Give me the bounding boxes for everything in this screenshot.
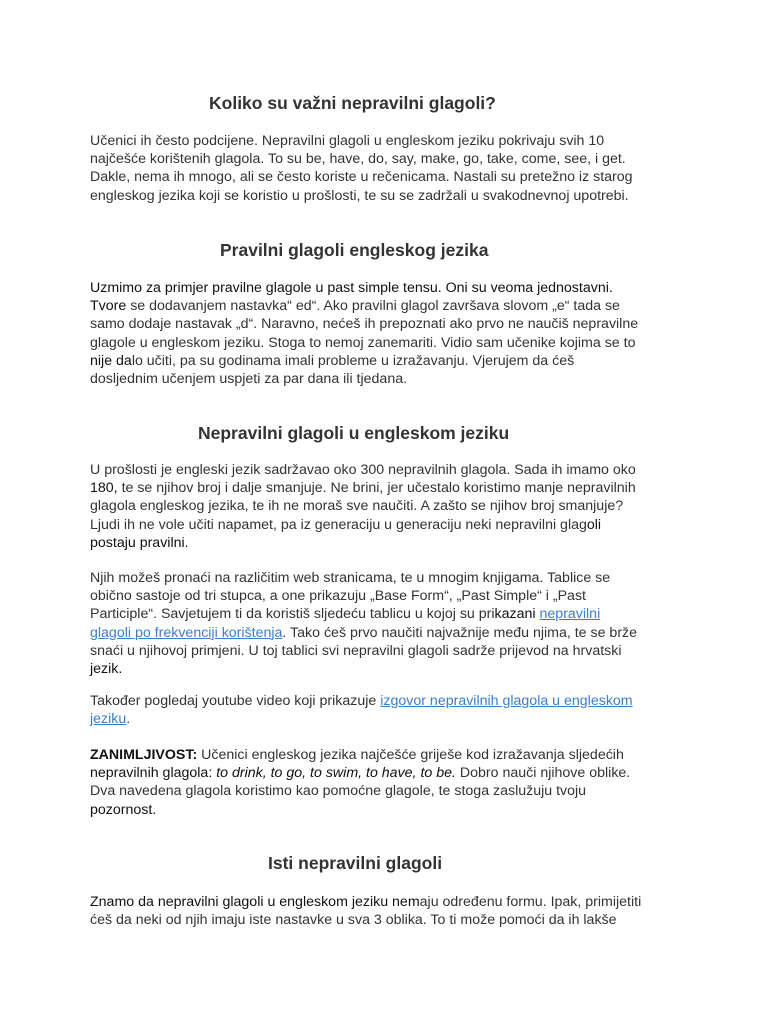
text-fragment: . xyxy=(126,711,131,728)
paragraph-same-irregular xyxy=(90,893,690,929)
frequency-table-link-cont[interactable]: glagoli po frekvenciji korištenja xyxy=(90,624,283,641)
text-line: najčešće korištenih glagola. To su be, have, do, say, make, go, take, come, see, i get. xyxy=(90,151,626,168)
text-fragment: kazani xyxy=(494,606,536,623)
text-fragment: oli xyxy=(586,516,602,533)
text-line: Uzmimo za primjer pravilne glagole u past simple tensu. Oni su veoma jednostavni. xyxy=(90,280,613,296)
text-line: pozornost. xyxy=(90,801,157,818)
verb-examples: to drink, to go, to swim, to have, to be. xyxy=(212,765,456,782)
text-line: Dva navedena glagola koristimo kao pomoćne glagole, te stoga zaslužuju tvoju xyxy=(90,783,587,800)
youtube-pronunciation-link-cont[interactable]: jeziku xyxy=(90,711,127,728)
heading-regular-verbs: Pravilni glagoli engleskog jezika xyxy=(220,240,489,260)
paragraph-intro xyxy=(90,132,690,205)
text-fragment: Učenici engleskog jezika najčešće griješe kod izražavanja sljedećih xyxy=(197,747,624,763)
text-line: glagole u engleskom jeziku. Stoga to nemoj zanemariti. Vidio sam učenike kojima se to xyxy=(90,334,636,351)
paragraph-irregular-history xyxy=(90,461,690,552)
text-line: jezik. xyxy=(90,661,123,678)
text-line: obično sastoje od tri stupca, a one prikazuju „Base Form“, „Past Simple“ i „Past xyxy=(90,588,586,605)
text-fragment: Znamo da nepravilni glagoli u engleskom jeziku nem xyxy=(90,894,420,910)
text-fragment: Participle“. Savjetujem ti da koristiš sljedeću tablicu u kojoj su pri xyxy=(90,606,495,623)
text-fragment: 180, xyxy=(90,480,118,497)
text-line: ćeš da neki od njih imaju iste nastavke u sva 3 oblika. To ti može pomoći da ih lakše xyxy=(90,912,617,929)
text-line: U prošlosti je engleski jezik sadržavao oko 300 nepravilnih glagola. Sada ih imamo oko xyxy=(90,462,636,478)
text-line: Njih možeš pronaći na različitim web stranicama, te u mnogim knjigama. Tablice se xyxy=(90,570,611,586)
text-line: Dakle, nema ih mnogo, ali se često koriste u rečenicama. Nastali su pretežno iz starog xyxy=(90,169,633,186)
text-line: postaju pravilni. xyxy=(90,534,189,551)
text-fragment: Tvore xyxy=(90,298,127,315)
text-fragment: te se njihov broj i dalje smanjuje. Ne brini, jer učestalo koristimo manje nepravilnih xyxy=(117,480,636,497)
paragraph-youtube xyxy=(90,692,690,728)
youtube-pronunciation-link[interactable]: izgovor nepravilnih glagola u engleskom xyxy=(380,693,633,709)
paragraph-tables xyxy=(90,569,690,678)
text-fragment: lo učiti, pa su godinama imali probleme u izražavanju. Vjerujem da ćeš xyxy=(131,352,575,369)
paragraph-interesting-fact xyxy=(90,746,690,819)
text-fragment: nije da xyxy=(90,352,132,369)
frequency-table-link[interactable]: nepravilni xyxy=(539,606,601,623)
text-line: Učenici ih često podcijene. Nepravilni glagoli u engleskom jeziku pokrivaju svih 10 xyxy=(90,133,605,149)
text-fragment: aju određenu formu. Ipak, primijetiti xyxy=(419,894,642,910)
paragraph-regular-verbs xyxy=(90,279,690,388)
heading-importance: Koliko su važni nepravilni glagoli? xyxy=(209,93,496,113)
text-fragment: nepravilnih glagola: xyxy=(90,765,213,782)
text-line: dosljednim učenjem uspjeti za par dana ili tjedana. xyxy=(90,371,408,388)
text-fragment: Ljudi ih ne vole učiti napamet, pa iz generaciju u generaciju neki nepravilni glag xyxy=(90,516,587,533)
heading-same-irregular: Isti nepravilni glagoli xyxy=(268,853,443,873)
text-line: snaći u njihovoj primjeni. U toj tablici svi nepravilni glagoli sadrže prijevod na hrvatski xyxy=(90,642,622,659)
text-fragment: se dodavanjem nastavka“ ed“. Ako pravilni glagol završava slovom „e“ tada se xyxy=(126,298,620,315)
heading-irregular-verbs: Nepravilni glagoli u engleskom jeziku xyxy=(198,423,510,443)
text-fragment: . Tako ćeš prvo naučiti najvažnije među njima, te se brže xyxy=(282,624,638,641)
text-line: samo dodaje nastavak „d“. Naravno, nećeš ih prepoznati ako prvo ne naučiš nepravilne xyxy=(90,316,639,333)
text-line: glagola engleskog jezika, te ih ne moraš sve naučiti. A zašto se njihov broj smanjuje? xyxy=(90,498,624,515)
text-line: engleskog jezika koji se koristio u prošlosti, te su se zadržali u svakodnevnoj upotrebi. xyxy=(90,187,629,204)
fact-label: ZANIMLJIVOST: xyxy=(90,747,198,763)
text-fragment: Dobro nauči njihove oblike. xyxy=(455,765,631,782)
text-fragment: Također pogledaj youtube video koji prikazuje xyxy=(90,693,381,709)
